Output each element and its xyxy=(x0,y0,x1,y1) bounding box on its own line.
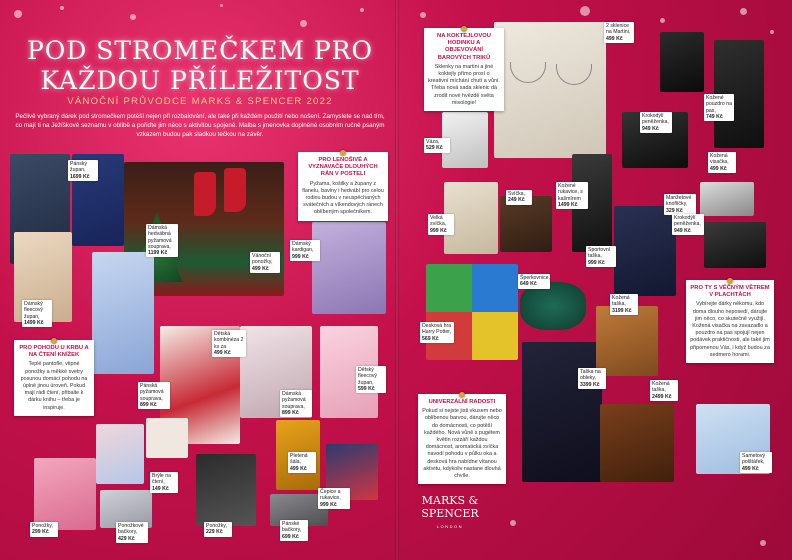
marks-spencer-logo xyxy=(400,494,500,533)
sparkle xyxy=(760,540,766,546)
note-travellers xyxy=(686,280,774,363)
price-tag: Čepice a rukavice, 999 Kč xyxy=(318,488,350,509)
price-tag: Pánská pyžamová souprava, 899 Kč xyxy=(138,382,170,409)
note-body: Sklenky na martini a jiné koktejly přímo prosí o kreativní míchání chutí a vůní. Třeba nová sada sklenic dá zrodit nové hvězdě světa mixologie! xyxy=(428,63,500,106)
price-tag: Brýle na čtení, 149 Kč xyxy=(150,472,178,493)
price-tag: Svíčka, 249 Kč xyxy=(506,190,532,205)
price-tag: 2 sklenice na Martini, 499 Kč xyxy=(604,22,634,43)
pin-icon xyxy=(459,392,465,398)
board-game-photo xyxy=(426,264,518,360)
price-tag: Desková hra Harry Potter, 569 Kč xyxy=(420,322,454,343)
leather-handbag-photo xyxy=(600,404,674,482)
sparkle xyxy=(740,8,747,15)
price-tag: Ponožkové bačkory, 429 Kč xyxy=(116,522,148,543)
reading-glasses-photo xyxy=(146,418,188,458)
price-tag: Pletená šála, 499 Kč xyxy=(288,452,316,473)
price-tag: Krokodýlí peněženka, 949 Kč xyxy=(672,214,704,235)
note-universal xyxy=(418,394,506,484)
page-title: POD STROMEČKEM PRO KAŽDOU PŘÍLEŽITOST xyxy=(26,36,373,95)
logo-name: MARKS & SPENCER xyxy=(421,494,479,520)
sparkle xyxy=(220,4,223,7)
cocktail-photo xyxy=(494,22,606,158)
note-title: PRO LENOŠIVÉ A VYZNAVAČE DLOUHÝCH RÁN V POSTELI xyxy=(308,157,378,178)
price-tag: Ponožky, 299 Kč xyxy=(30,522,58,537)
jewellery-box-photo xyxy=(520,282,586,330)
price-tag: Ponožky, 229 Kč xyxy=(204,522,232,537)
mens-pyjamas-photo xyxy=(92,252,154,374)
note-cocktails xyxy=(424,28,504,111)
price-tag: Kožená taška, 3199 Kč xyxy=(610,294,638,315)
price-tag: Šperkovnice, 649 Kč xyxy=(520,275,550,288)
note-body: Vybírejte dárky někomu, kdo doma dlouho neposedí, dárujte jim něco, co skutečně využijí. Kožená visačka na zavazadlo a pouzdro na pas spojují nejen podávek praktičnosti, ale také jim připomenou Vás, i když budou za sedmero horami. xyxy=(690,301,770,358)
price-tag: Dámská pyžamová souprava, 899 Kč xyxy=(280,390,312,417)
stocking-icon xyxy=(194,172,216,216)
price-tag: Dámský fleecový župan, 1499 Kč xyxy=(22,300,52,327)
pin-icon xyxy=(51,338,57,344)
sparkle xyxy=(130,14,136,20)
socks-box-photo xyxy=(34,458,96,530)
logo-city: LONDON xyxy=(436,524,464,529)
price-tag: Velká svíčka, 999 Kč xyxy=(428,214,454,235)
note-title: PRO POHODU U KRBU A NA ČTENÍ KNÍŽEK xyxy=(19,345,89,359)
price-tag: Dámská hedvábná pyžamová souprava, 1199 Kč xyxy=(146,224,178,257)
sparkle xyxy=(300,20,307,27)
price-tag: Kožené pouzdro na pas, 749 Kč xyxy=(704,94,734,121)
novelty-socks-photo xyxy=(96,424,144,484)
leather-tote-photo xyxy=(596,306,658,376)
croc-wallet-photo xyxy=(704,222,766,268)
pin-icon xyxy=(461,26,467,32)
sparkle xyxy=(420,12,426,18)
sparkle xyxy=(60,6,64,10)
price-tag: Manžetové knoflíčky, 329 Kč xyxy=(664,194,696,215)
price-tag: Sametový polštářek, 499 Kč xyxy=(740,452,772,473)
price-tag: Vánoční ponožky, 499 Kč xyxy=(250,252,280,273)
price-tag: Krokodýlí peněženka, 949 Kč xyxy=(640,112,672,133)
price-tag: Váza, 529 Kč xyxy=(424,138,450,153)
price-tag: Sportovní taška, 999 Kč xyxy=(586,246,616,267)
womens-cardigan-photo xyxy=(312,222,386,314)
price-tag: Pánský župan, 1699 Kč xyxy=(68,160,98,181)
price-tag: Kožená visačka, 499 Kč xyxy=(708,152,736,173)
sparkle xyxy=(580,6,590,16)
cat-socks-photo xyxy=(196,454,256,526)
cufflinks-photo xyxy=(700,182,754,216)
price-tag: Dámský kardigan, 999 Kč xyxy=(290,240,320,261)
note-title: UNIVERZÁLNÍ RADOSTI xyxy=(428,399,496,405)
martini-glass-icon xyxy=(510,62,546,83)
price-tag: Pánské bačkory, 699 Kč xyxy=(280,520,308,541)
note-title: PRO TY S VĚČNÝM VĚTREM V PLACHTÁCH xyxy=(690,285,770,299)
sparkle xyxy=(660,18,665,23)
sparkle xyxy=(14,10,22,18)
sparkle xyxy=(510,520,516,526)
note-title: NA KOKTEJLOVOU HODINKU A OBJEVOVÁNÍ BAROVÝCH TRIKŮ xyxy=(437,33,491,61)
note-fireside xyxy=(14,340,94,416)
note-body: Pyžama, košilky a župany z flanelu, bavlny i hedvábí pro celou rodinu budou v neuspěchaných svátečních a víkendových ránech oblíbeným společníkem. xyxy=(302,180,384,216)
note-body: Pokud si nejste jisti vkusem nebo oblíbenou barvou, dárujte něco do domácnosti, co potěší každého. Nová vůně s pugétem květin rozzáří každou domácnost, aromatická svíčka navodí pohodu v půlku oka a desková hra nabídne vítanou aktivitu, kdykoliv nastane dlouhá chvíle. xyxy=(422,408,502,480)
note-body: Teplé pantofle, vtipné ponožky a měkké svetry posunou domácí pohodu na úplně jinou úroveň. Pokud mají rádi čtení, přibalte k dárku knihu – třeba je inspiruje. xyxy=(20,361,88,411)
price-tag: Kožené rukavice, s kašmírem 1499 Kč xyxy=(556,182,588,209)
martini-glass-icon xyxy=(556,64,592,85)
note-lazy-mornings xyxy=(298,152,388,221)
sports-bag-photo xyxy=(614,206,676,296)
stocking-icon xyxy=(224,168,246,212)
price-tag: Taška na obleky, 3399 Kč xyxy=(578,368,606,389)
pin-icon xyxy=(340,150,346,156)
sparkle xyxy=(360,8,364,12)
price-tag: Kožená taška, 2499 Kč xyxy=(650,380,678,401)
pin-icon xyxy=(727,278,733,284)
sparkle xyxy=(770,30,774,34)
spread-gutter xyxy=(395,0,399,560)
price-tag: Dětský fleecový župan, 599 Kč xyxy=(356,366,386,393)
suit-bag-photo xyxy=(522,342,602,482)
page-subtitle: VÁNOČNÍ PRŮVODCE MARKS & SPENCER 2022 xyxy=(67,96,333,107)
price-tag: Dětská kombinéza 2 ks za 499 Kč xyxy=(212,330,246,357)
intro-text: Pečlivě vybraný dárek pod stromečkem potěší nejen při rozbalování, ale také při každém použití nebo nošení. Zamyslete se nad tím, co mají ti na Ježíškově seznamu v oblibě a pořiďte jim něco s aktivitou spojené. Malba s jmenovka doplněné osobním ručně psaným vzkazem budou pak sladkou tečkou na závěr. xyxy=(15,113,385,138)
passport-case-photo xyxy=(660,32,704,92)
